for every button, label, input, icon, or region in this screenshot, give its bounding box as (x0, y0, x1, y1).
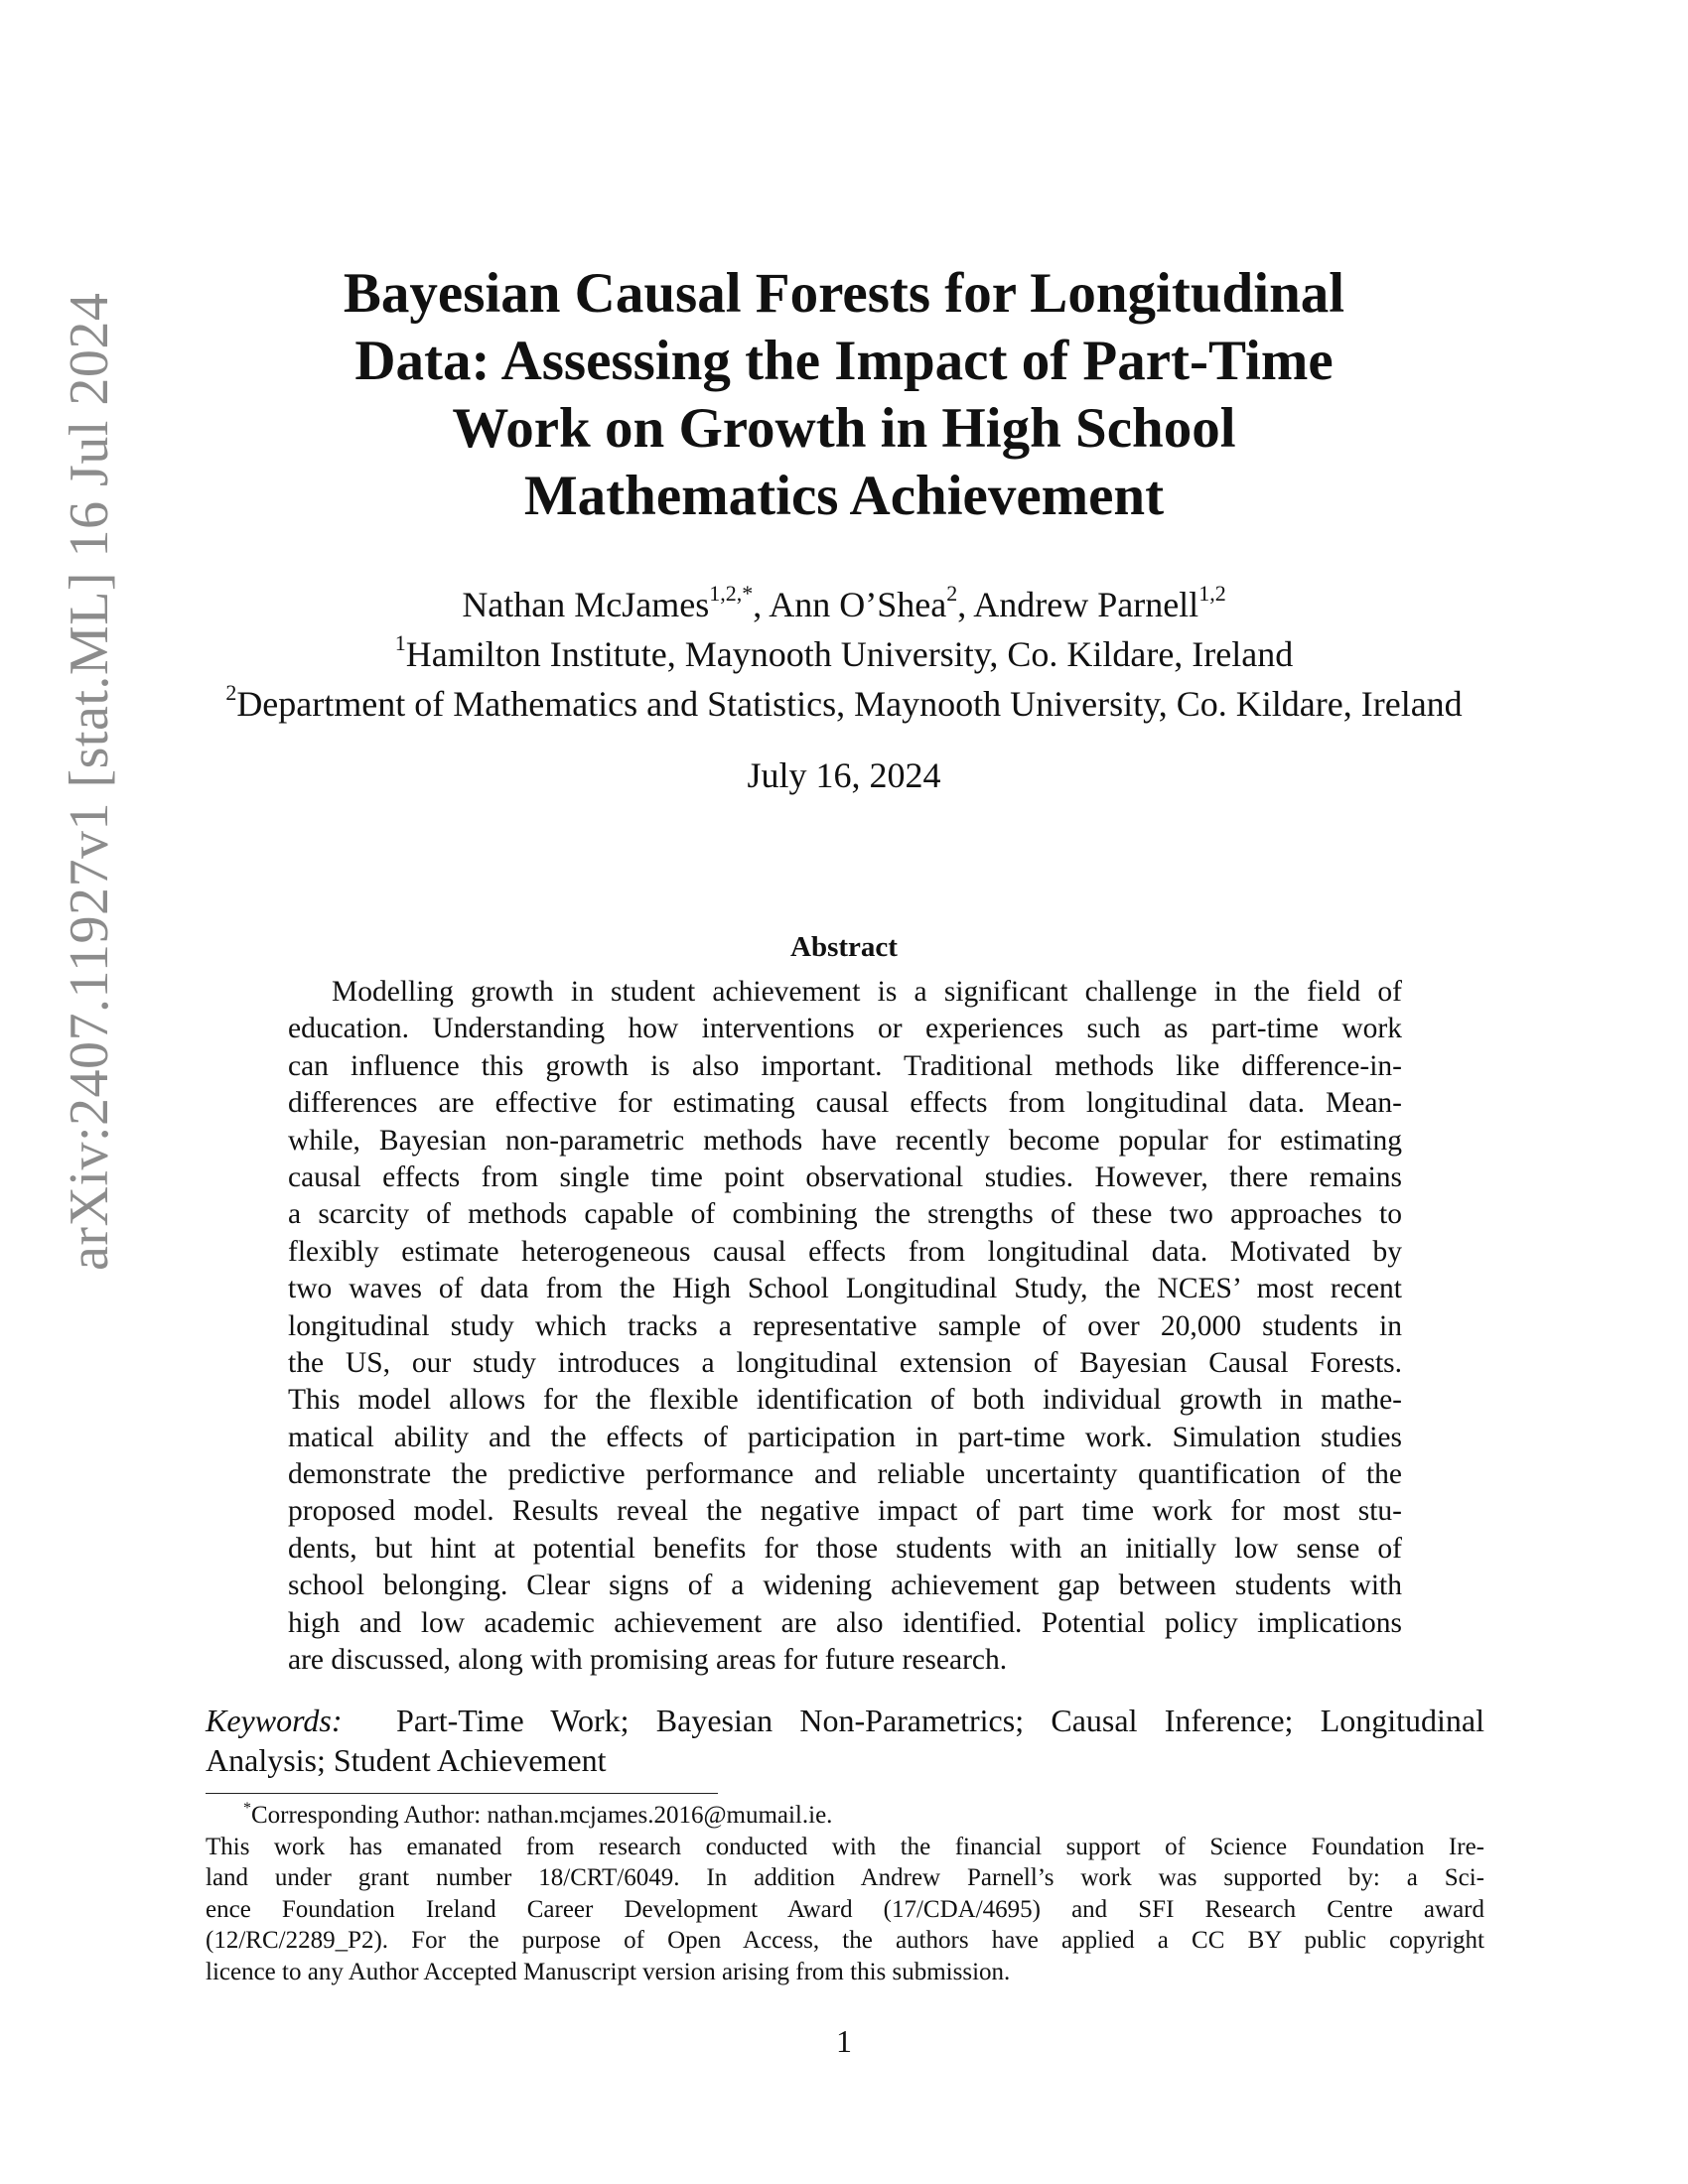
abstract-line: differences are effective for estimating causal effects from longitudinal data. Mean- (288, 1087, 1402, 1120)
corresponding-author-text: Corresponding Author: nathan.mcjames.2016@mumail.ie. (251, 1802, 833, 1829)
footnote-mark: * (243, 1800, 251, 1817)
abstract-line: Modelling growth in student achievement is a significant challenge in the field of (332, 976, 1402, 1008)
abstract-line: longitudinal study which tracks a representative sample of over 20,000 students in (288, 1309, 1402, 1342)
title-line: Bayesian Causal Forests for Longitudinal (343, 262, 1345, 325)
abstract-line: matical ability and the effects of participation in part-time work. Simulation studies (288, 1421, 1402, 1453)
author-affiliation-mark: 1,2 (1198, 581, 1226, 606)
funding-line: (12/RC/2289_P2). For the purpose of Open Access, the authors have applied a CC BY public copyright (206, 1927, 1484, 1954)
paper-title (199, 260, 1489, 530)
funding-line: ence Foundation Ireland Career Development Award (17/CDA/4695) and SFI Research Centre award (206, 1895, 1484, 1923)
keywords-label: Keywords: (206, 1703, 343, 1738)
abstract-text (288, 974, 1402, 1679)
author-name: Nathan McJames (462, 585, 710, 624)
title-line: Mathematics Achievement (523, 465, 1165, 527)
author-affiliation-mark: 2 (946, 581, 958, 606)
author-affiliation-mark: 1,2,* (709, 581, 754, 606)
title-line: Work on Growth in High School (452, 397, 1236, 460)
abstract-line: while, Bayesian non-parametric methods have recently become popular for estimating (288, 1124, 1402, 1157)
title-line: Data: Assessing the Impact of Part-Time (354, 330, 1334, 392)
author-name: , Ann O’Shea (753, 585, 947, 624)
abstract-line: education. Understanding how interventions or experiences such as part-time work (288, 1013, 1402, 1045)
abstract-line: demonstrate the predictive performance and reliable uncertainty quantification of the (288, 1458, 1402, 1491)
abstract-heading: Abstract (790, 931, 898, 963)
abstract-line: high and low academic achievement are also identified. Potential policy implications (288, 1606, 1402, 1639)
page-number: 1 (836, 2023, 852, 2059)
abstract-line: dents, but hint at potential benefits for those students with an initially low sense of (288, 1532, 1402, 1565)
abstract-line: flexibly estimate heterogeneous causal effects from longitudinal data. Motivated by (288, 1235, 1402, 1268)
author-list (0, 580, 1688, 629)
abstract-line: This model allows for the flexible identification of both individual growth in mathe- (288, 1384, 1402, 1417)
abstract-line: school belonging. Clear signs of a widening achievement gap between students with (288, 1570, 1402, 1602)
keywords-line (206, 1701, 1484, 1740)
abstract-line: the US, our study introduces a longitudinal extension of Bayesian Causal Forests. (288, 1346, 1402, 1379)
keywords-line: Analysis; Student Achievement (206, 1742, 607, 1778)
affiliation-1 (0, 629, 1688, 679)
abstract-line: can influence this growth is also important. Traditional methods like difference-in- (288, 1049, 1402, 1082)
abstract-line: proposed model. Results reveal the negative impact of part time work for most stu- (288, 1495, 1402, 1528)
keywords-text: Part-Time Work; Bayesian Non-Parametrics; Causal Inference; Longitudinal (396, 1703, 1485, 1738)
abstract-line: causal effects from single time point observational studies. However, there remains (288, 1160, 1402, 1193)
affiliation-text: Department of Mathematics and Statistics, Maynooth University, Co. Kildare, Ireland (236, 684, 1463, 724)
affiliation-mark: 1 (394, 630, 406, 655)
footnote-block (206, 1800, 1484, 1987)
funding-line: land under grant number 18/CRT/6049. In addition Andrew Parnell’s work was supported by: a Sci- (206, 1864, 1484, 1891)
abstract-line: a scarcity of methods capable of combining the strengths of these two approaches to (288, 1198, 1402, 1231)
keywords-block (206, 1701, 1484, 1780)
footnote-rule (206, 1793, 718, 1794)
author-name: , Andrew Parnell (957, 585, 1199, 624)
corresponding-author-note (206, 1800, 1484, 1832)
affiliation-text: Hamilton Institute, Maynooth University, Co. Kildare, Ireland (405, 634, 1294, 674)
abstract-line: two waves of data from the High School Longitudinal Study, the NCES’ most recent (288, 1273, 1402, 1305)
author-block (0, 580, 1688, 729)
abstract-line: are discussed, along with promising areas for future research. (288, 1644, 1008, 1677)
affiliation-mark: 2 (225, 680, 237, 705)
affiliation-2 (0, 679, 1688, 729)
arxiv-identifier: arXiv:2407.11927v1 [stat.ML] 16 Jul 2024 (59, 292, 120, 1271)
funding-line: This work has emanated from research conducted with the financial support of Science Foundation Ire- (206, 1833, 1484, 1860)
funding-line: licence to any Author Accepted Manuscript version arising from this submission. (206, 1958, 1011, 1985)
publication-date: July 16, 2024 (747, 755, 941, 795)
